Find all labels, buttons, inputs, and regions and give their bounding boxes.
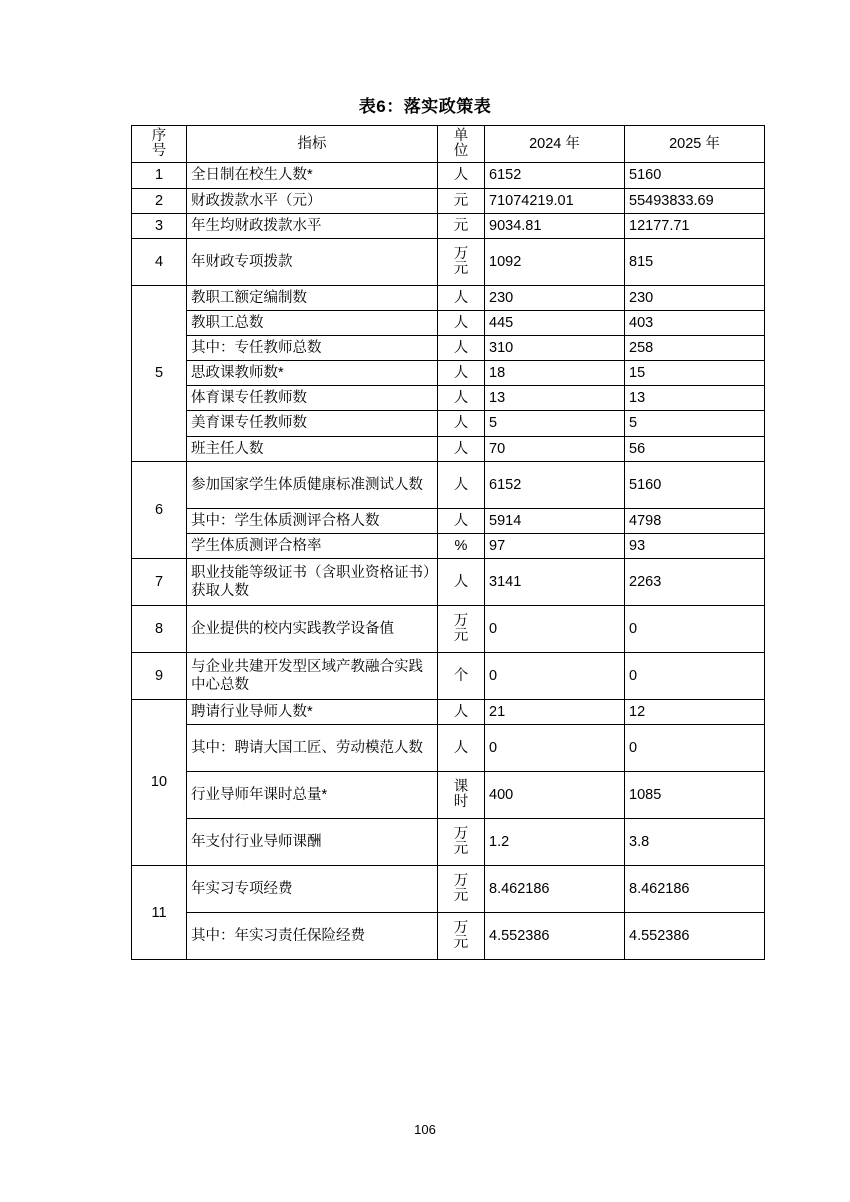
row-value-2025: 13 — [625, 386, 765, 411]
row-value-2024: 21 — [485, 699, 625, 724]
row-value-2025: 0 — [625, 652, 765, 699]
row-value-2024: 5 — [485, 411, 625, 436]
row-unit: 元 — [438, 188, 485, 213]
row-value-2024: 445 — [485, 310, 625, 335]
row-unit-line1: 万 — [453, 825, 469, 842]
row-indicator: 学生体质测评合格率 — [187, 533, 438, 558]
table-row — [132, 238, 765, 285]
row-value-2025: 403 — [625, 310, 765, 335]
row-indicator: 全日制在校生人数* — [187, 163, 438, 188]
row-indicator: 参加国家学生体质健康标准测试人数 — [187, 461, 438, 508]
row-unit — [438, 866, 485, 913]
row-indicator: 教职工额定编制数 — [187, 285, 438, 310]
header-no — [132, 126, 187, 163]
row-value-2024: 400 — [485, 772, 625, 819]
row-indicator: 年实习专项经费 — [187, 866, 438, 913]
row-value-2024: 70 — [485, 436, 625, 461]
table-row — [132, 188, 765, 213]
row-value-2025: 93 — [625, 533, 765, 558]
row-indicator: 聘请行业导师人数* — [187, 699, 438, 724]
header-no-line1: 序 — [151, 128, 167, 144]
row-indicator: 年财政专项拨款 — [187, 238, 438, 285]
table-row — [132, 652, 765, 699]
row-value-2025: 2263 — [625, 558, 765, 605]
row-unit: 人 — [438, 725, 485, 772]
row-indicator: 美育课专任教师数 — [187, 411, 438, 436]
row-value-2025: 5160 — [625, 461, 765, 508]
row-unit-line2: 时 — [453, 794, 469, 811]
row-unit: 人 — [438, 336, 485, 361]
table-row — [132, 558, 765, 605]
row-value-2025: 15 — [625, 361, 765, 386]
row-unit-line1: 万 — [453, 919, 469, 936]
row-value-2024: 5914 — [485, 508, 625, 533]
row-unit: 人 — [438, 558, 485, 605]
row-unit — [438, 913, 485, 960]
row-no: 8 — [132, 605, 187, 652]
row-value-2025: 8.462186 — [625, 866, 765, 913]
row-no: 10 — [132, 699, 187, 865]
table-row — [132, 605, 765, 652]
table-row — [132, 411, 765, 436]
row-value-2025: 4798 — [625, 508, 765, 533]
row-value-2025: 230 — [625, 285, 765, 310]
row-no: 11 — [132, 866, 187, 960]
table-row — [132, 533, 765, 558]
table-row — [132, 436, 765, 461]
row-unit: 人 — [438, 386, 485, 411]
row-indicator: 其中：专任教师总数 — [187, 336, 438, 361]
row-no: 4 — [132, 238, 187, 285]
table-row — [132, 866, 765, 913]
row-indicator: 财政拨款水平（元） — [187, 188, 438, 213]
row-indicator: 年支付行业导师课酬 — [187, 819, 438, 866]
row-unit — [438, 819, 485, 866]
row-unit: 人 — [438, 436, 485, 461]
row-indicator: 企业提供的校内实践教学设备值 — [187, 605, 438, 652]
row-value-2024: 1.2 — [485, 819, 625, 866]
table-row — [132, 163, 765, 188]
row-unit: 人 — [438, 411, 485, 436]
row-value-2024: 1092 — [485, 238, 625, 285]
row-value-2024: 0 — [485, 725, 625, 772]
row-no: 6 — [132, 461, 187, 558]
table-row — [132, 386, 765, 411]
table-row — [132, 361, 765, 386]
row-indicator: 教职工总数 — [187, 310, 438, 335]
header-unit — [438, 126, 485, 163]
row-unit — [438, 772, 485, 819]
row-value-2025: 0 — [625, 725, 765, 772]
row-value-2025: 815 — [625, 238, 765, 285]
row-unit-line1: 万 — [453, 612, 469, 629]
row-indicator: 其中：年实习责任保险经费 — [187, 913, 438, 960]
page-title: 表6：落实政策表 — [358, 97, 492, 116]
row-no: 3 — [132, 213, 187, 238]
row-unit-line1: 课 — [453, 778, 469, 795]
row-value-2024: 0 — [485, 605, 625, 652]
row-unit-line2: 元 — [453, 627, 469, 644]
row-value-2024: 3141 — [485, 558, 625, 605]
row-no: 7 — [132, 558, 187, 605]
table-row — [132, 699, 765, 724]
row-no: 2 — [132, 188, 187, 213]
row-unit — [438, 238, 485, 285]
row-unit: 人 — [438, 699, 485, 724]
table-row — [132, 913, 765, 960]
row-value-2025: 0 — [625, 605, 765, 652]
row-unit: 人 — [438, 163, 485, 188]
table-row — [132, 508, 765, 533]
row-value-2025: 1085 — [625, 772, 765, 819]
policy-table — [131, 125, 765, 960]
table-row — [132, 285, 765, 310]
row-unit: 元 — [438, 213, 485, 238]
header-year-2025: 2025 年 — [625, 126, 765, 163]
header-year-2024: 2024 年 — [485, 126, 625, 163]
row-indicator: 行业导师年课时总量* — [187, 772, 438, 819]
row-value-2024: 4.552386 — [485, 913, 625, 960]
row-value-2025: 12 — [625, 699, 765, 724]
table-row — [132, 310, 765, 335]
row-value-2025: 258 — [625, 336, 765, 361]
header-unit-line2: 位 — [453, 143, 469, 160]
header-no-line2: 号 — [151, 143, 167, 160]
row-indicator: 其中：学生体质测评合格人数 — [187, 508, 438, 533]
row-unit: 人 — [438, 285, 485, 310]
row-indicator: 体育课专任教师数 — [187, 386, 438, 411]
row-unit: 人 — [438, 361, 485, 386]
table-header-row — [132, 126, 765, 163]
row-unit — [438, 605, 485, 652]
row-value-2025: 5160 — [625, 163, 765, 188]
row-value-2024: 97 — [485, 533, 625, 558]
row-indicator: 年生均财政拨款水平 — [187, 213, 438, 238]
page-number: 106 — [414, 1122, 436, 1137]
row-indicator: 与企业共建开发型区域产教融合实践中心总数 — [187, 652, 438, 699]
row-value-2024: 9034.81 — [485, 213, 625, 238]
row-unit-line1: 万 — [453, 872, 469, 889]
header-indicator: 指标 — [187, 126, 438, 163]
row-value-2024: 18 — [485, 361, 625, 386]
table-row — [132, 461, 765, 508]
row-unit-line1: 万 — [453, 245, 469, 262]
row-indicator: 其中：聘请大国工匠、劳动模范人数 — [187, 725, 438, 772]
row-indicator: 思政课教师数* — [187, 361, 438, 386]
table-row — [132, 213, 765, 238]
row-value-2024: 230 — [485, 285, 625, 310]
row-no: 1 — [132, 163, 187, 188]
row-indicator: 职业技能等级证书（含职业资格证书）获取人数 — [187, 558, 438, 605]
row-no: 9 — [132, 652, 187, 699]
row-value-2024: 8.462186 — [485, 866, 625, 913]
row-value-2024: 6152 — [485, 461, 625, 508]
row-unit-line2: 元 — [453, 888, 469, 905]
row-value-2025: 56 — [625, 436, 765, 461]
row-unit-line2: 元 — [453, 841, 469, 858]
row-value-2024: 6152 — [485, 163, 625, 188]
row-unit: 人 — [438, 310, 485, 335]
row-value-2024: 310 — [485, 336, 625, 361]
header-unit-line1: 单 — [453, 128, 469, 144]
row-indicator: 班主任人数 — [187, 436, 438, 461]
table-row — [132, 336, 765, 361]
row-value-2024: 13 — [485, 386, 625, 411]
table-row — [132, 819, 765, 866]
row-value-2025: 5 — [625, 411, 765, 436]
row-value-2024: 71074219.01 — [485, 188, 625, 213]
row-unit: % — [438, 533, 485, 558]
row-unit: 人 — [438, 461, 485, 508]
row-value-2025: 4.552386 — [625, 913, 765, 960]
row-unit: 个 — [438, 652, 485, 699]
table-row — [132, 772, 765, 819]
row-unit-line2: 元 — [453, 260, 469, 277]
row-value-2025: 12177.71 — [625, 213, 765, 238]
row-value-2024: 0 — [485, 652, 625, 699]
table-row — [132, 725, 765, 772]
row-unit-line2: 元 — [453, 935, 469, 952]
row-value-2025: 3.8 — [625, 819, 765, 866]
row-value-2025: 55493833.69 — [625, 188, 765, 213]
row-no: 5 — [132, 285, 187, 461]
row-unit: 人 — [438, 508, 485, 533]
